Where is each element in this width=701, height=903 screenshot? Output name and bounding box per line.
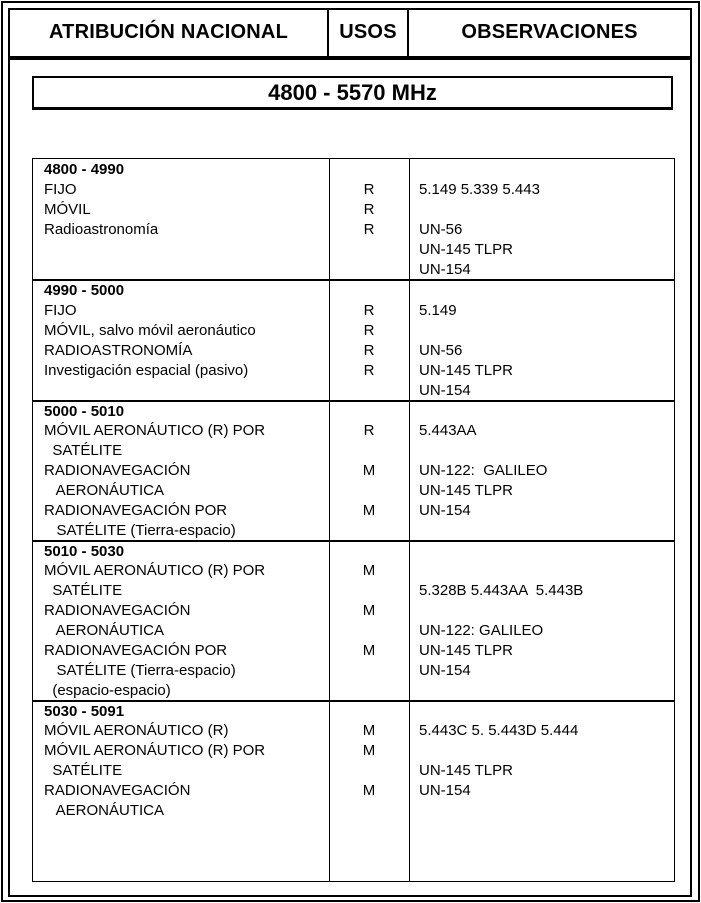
- service-line: MÓVIL AERONÁUTICO (R) POR: [44, 562, 266, 579]
- observacion-line: UN-145 TLPR: [419, 362, 513, 379]
- service-line: FIJO: [44, 302, 77, 319]
- usos-value: M: [362, 782, 376, 799]
- service-line: SATÉLITE: [44, 582, 123, 599]
- observacion-line: UN-122: GALILEO: [419, 622, 544, 639]
- usos-value: R: [363, 322, 375, 339]
- usos-value: M: [362, 502, 376, 519]
- service-line: SATÉLITE (Tierra-espacio): [44, 662, 236, 679]
- service-line: SATÉLITE: [44, 762, 123, 779]
- usos-value: R: [363, 422, 375, 439]
- service-line: RADIONAVEGACIÓN POR: [44, 642, 228, 659]
- service-line: RADIONAVEGACIÓN: [44, 602, 191, 619]
- usos-value: M: [362, 722, 376, 739]
- observacion-line: UN-56: [419, 221, 463, 238]
- frequency-range: 4990 - 5000: [44, 282, 125, 299]
- frequency-range: 5000 - 5010: [44, 403, 125, 420]
- observacion-line: UN-145 TLPR: [419, 482, 513, 499]
- observacion-line: UN-154: [419, 382, 471, 399]
- usos-value: R: [363, 302, 375, 319]
- service-line: Investigación espacial (pasivo): [44, 362, 249, 379]
- observacion-line: UN-154: [419, 261, 471, 278]
- frequency-range: 5010 - 5030: [44, 543, 125, 560]
- table-divider-observaciones: [409, 158, 410, 882]
- observacion-line: 5.149 5.339 5.443: [419, 181, 540, 198]
- usos-value: R: [363, 342, 375, 359]
- service-line: FIJO: [44, 181, 77, 198]
- header-divider: [10, 58, 690, 60]
- observacion-line: UN-56: [419, 342, 463, 359]
- service-line: (espacio-espacio): [44, 682, 171, 699]
- frequency-range: 4800 - 4990: [44, 161, 125, 178]
- usos-value: R: [363, 362, 375, 379]
- usos-value: M: [362, 462, 376, 479]
- header-usos: USOS: [329, 8, 409, 58]
- observacion-line: UN-122: GALILEO: [419, 462, 548, 479]
- observacion-line: 5.328B 5.443AA 5.443B: [419, 582, 584, 599]
- service-line: SATÉLITE: [44, 442, 123, 459]
- usos-value: R: [363, 221, 375, 238]
- service-line: MÓVIL, salvo móvil aeronáutico: [44, 322, 256, 339]
- service-line: MÓVIL: [44, 201, 91, 218]
- service-line: Radioastronomía: [44, 221, 159, 238]
- usos-value: M: [362, 742, 376, 759]
- header-atribucion-nacional: ATRIBUCIÓN NACIONAL: [10, 8, 329, 58]
- observacion-line: UN-145 TLPR: [419, 642, 513, 659]
- frequency-range: 5030 - 5091: [44, 703, 125, 720]
- band-title: 4800 - 5570 MHz: [32, 76, 673, 110]
- observacion-line: 5.443AA: [419, 422, 477, 439]
- observacion-line: UN-145 TLPR: [419, 241, 513, 258]
- observacion-line: UN-154: [419, 662, 471, 679]
- service-line: RADIOASTRONOMÍA: [44, 342, 193, 359]
- service-line: RADIONAVEGACIÓN POR: [44, 502, 228, 519]
- service-line: AERONÁUTICA: [44, 482, 165, 499]
- service-line: AERONÁUTICA: [44, 622, 165, 639]
- observacion-line: UN-154: [419, 782, 471, 799]
- usos-value: M: [362, 562, 376, 579]
- usos-value: M: [362, 602, 376, 619]
- service-line: MÓVIL AERONÁUTICO (R) POR: [44, 422, 266, 439]
- service-line: RADIONAVEGACIÓN: [44, 462, 191, 479]
- service-line: AERONÁUTICA: [44, 802, 165, 819]
- usos-value: R: [363, 181, 375, 198]
- usos-value: M: [362, 642, 376, 659]
- observacion-line: 5.149: [419, 302, 457, 319]
- usos-value: R: [363, 201, 375, 218]
- observacion-line: UN-154: [419, 502, 471, 519]
- service-line: MÓVIL AERONÁUTICO (R): [44, 722, 229, 739]
- observacion-line: UN-145 TLPR: [419, 762, 513, 779]
- header-observaciones: OBSERVACIONES: [409, 8, 690, 58]
- service-line: RADIONAVEGACIÓN: [44, 782, 191, 799]
- service-line: SATÉLITE (Tierra-espacio): [44, 522, 236, 539]
- service-line: MÓVIL AERONÁUTICO (R) POR: [44, 742, 266, 759]
- observacion-line: 5.443C 5. 5.443D 5.444: [419, 722, 579, 739]
